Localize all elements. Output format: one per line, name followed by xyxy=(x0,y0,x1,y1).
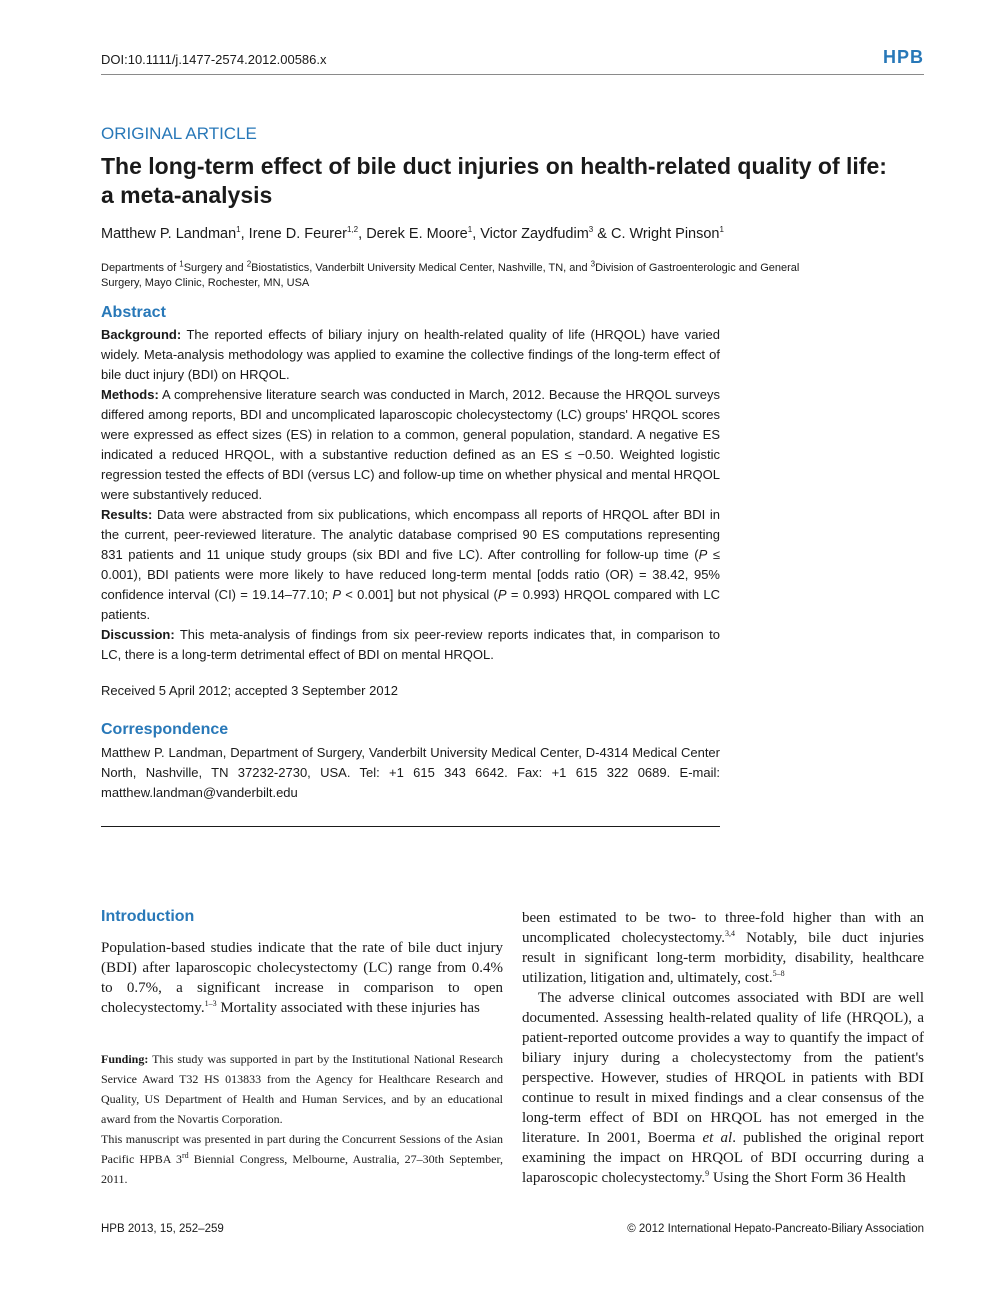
abstract-background xyxy=(101,325,720,385)
affiliation-text: Surgery and xyxy=(183,262,247,274)
section-text: = 0.993) HRQOL compared with LC patients. xyxy=(101,587,720,622)
abstract-heading: Abstract xyxy=(101,304,166,321)
author-affiliation-mark: 1 xyxy=(719,225,724,235)
abstract-methods xyxy=(101,385,720,505)
section-text: The reported effects of biliary injury on health-related quality of life (HRQOL) have varied widely. Meta-analysis methodology was applied to examine the collective findings of the long-term effect of bile duct injury (BDI) on HRQOL. xyxy=(101,327,720,382)
funding-paragraph xyxy=(101,1049,503,1129)
section-label: Background: xyxy=(101,327,182,342)
author-affiliation-mark: 1,2 xyxy=(347,225,359,235)
footer-citation: HPB 2013, 15, 252–259 xyxy=(101,1223,224,1235)
author-name: Victor Zaydfudim xyxy=(480,226,589,242)
affiliation-mark: 2 xyxy=(246,259,252,269)
citation-ref: 9 xyxy=(705,1169,710,1178)
correspondence-heading: Correspondence xyxy=(101,721,229,738)
affiliation-mark: 3 xyxy=(590,259,596,269)
correspondence-text: Matthew P. Landman, Department of Surgery, Vanderbilt University Medical Center, D-4314 Medical Center North, Nashville, TN 37232-2730, USA. Tel: +1 615 343 6642. Fax: +1 615 322 0689. E-mail: matthew.landman@vanderbilt.edu xyxy=(101,745,720,800)
article-title: The long-term effect of bile duct injuries on health-related quality of life: a meta-analysis xyxy=(101,153,887,208)
section-text: ≤ 0.001), BDI patients were more likely to have reduced long-term mental [odds ratio (OR) = 38.42, 95% confidence interval (CI) = 19.14–77.10; xyxy=(101,547,720,602)
affiliations xyxy=(101,261,831,291)
presentation-text: Biennial Congress, Melbourne, Australia, 27–30th September, 2011. xyxy=(101,1152,503,1186)
section-label: Discussion: xyxy=(101,627,175,642)
p-symbol: P xyxy=(698,547,708,562)
section-text: < 0.001] but not physical ( xyxy=(341,587,498,602)
p-symbol: P xyxy=(332,587,342,602)
affiliation-text: Departments of xyxy=(101,262,180,274)
section-text: This meta-analysis of findings from six peer-review reports indicates that, in comparison to LC, there is a long-term detrimental effect of BDI on mental HRQOL. xyxy=(101,627,720,662)
ordinal-suffix: rd xyxy=(181,1151,189,1160)
paragraph-text: The adverse clinical outcomes associated with BDI are well documented. Assessing health-related quality of life (HRQOL), a patient-reported outcome provides a way to quantify the impact of biliary injury during a cholecystectomy from the patient's perspective. However, studies of HRQOL in patients with BDI continue to result in mixed findings and a clear consensus of the long-term effect of BDI on HRQOL has not emerged in the literature. In 2001, Boerma xyxy=(522,990,924,1146)
affiliation-mark: 1 xyxy=(179,259,184,269)
intro-paragraph xyxy=(522,908,924,988)
article-type: ORIGINAL ARTICLE xyxy=(101,124,257,143)
presentation-text: This manuscript was presented in part during the Concurrent Sessions of the Asian Pacific HPBA 3 xyxy=(101,1132,503,1166)
presentation-note xyxy=(101,1129,503,1189)
received-dates: Received 5 April 2012; accepted 3 September 2012 xyxy=(101,683,399,698)
intro-paragraph xyxy=(522,988,924,1188)
citation-ref: 5–8 xyxy=(772,969,785,978)
doi-line: DOI:10.1111/j.1477-2574.2012.00586.x xyxy=(101,52,327,67)
author-name: Matthew P. Landman xyxy=(101,226,237,242)
section-divider xyxy=(101,826,720,827)
section-label: Methods: xyxy=(101,387,159,402)
author-affiliation-mark: 1 xyxy=(236,225,241,235)
author-separator: & xyxy=(593,226,611,242)
introduction-left-column xyxy=(101,938,503,1018)
paragraph-text: been estimated to be two- to three-fold higher than with an uncomplicated cholecystectomy. xyxy=(522,910,924,946)
abstract-results xyxy=(101,505,720,625)
author-name: C. Wright Pinson xyxy=(610,226,720,242)
author-affiliation-mark: 1 xyxy=(467,225,473,235)
footer-copyright: © 2012 International Hepato-Pancreato-Biliary Association xyxy=(627,1223,924,1235)
author-separator: , xyxy=(358,226,367,242)
p-symbol: P xyxy=(497,587,507,602)
author-name: Irene D. Feurer xyxy=(248,226,347,242)
journal-logo: HPB xyxy=(882,47,924,67)
author-separator: , xyxy=(240,226,249,242)
funding-label: Funding: xyxy=(101,1052,149,1066)
abstract-body xyxy=(101,325,720,665)
citation-ref: 1–3 xyxy=(204,999,217,1008)
author-affiliation-mark: 3 xyxy=(588,225,594,235)
affiliation-text: Biostatistics, Vanderbilt University Medical Center, Nashville, TN, and xyxy=(251,262,591,274)
author-separator: , xyxy=(472,226,481,242)
citation-ref: 3,4 xyxy=(725,929,736,938)
introduction-heading: Introduction xyxy=(101,908,195,925)
header-divider xyxy=(101,74,924,75)
intro-paragraph xyxy=(101,938,503,1018)
affiliation-text: Division of Gastroenterologic and General Surgery, Mayo Clinic, Rochester, MN, USA xyxy=(101,262,800,289)
et-al: et al xyxy=(702,1130,733,1146)
author-list xyxy=(101,226,724,242)
paragraph-text: Notably, bile duct injuries result in significant long-term morbidity, disability, healthcare utilization, litigation and, ultimately, cost. xyxy=(522,930,924,986)
paragraph-text: Using the Short Form 36 Health xyxy=(709,1170,906,1186)
introduction-right-column xyxy=(522,908,924,1188)
paragraph-text: Mortality associated with these injuries has xyxy=(216,1000,480,1016)
section-label: Results: xyxy=(101,507,153,522)
author-name: Derek E. Moore xyxy=(366,226,468,242)
funding-text: This study was supported in part by the Institutional National Research Service Award T32 HS 013833 from the Agency for Healthcare Research and Quality, US Department of Health and Human Services, and by an educational award from the Novartis Corporation. xyxy=(101,1052,503,1126)
section-text: A comprehensive literature search was conducted in March, 2012. Because the HRQOL surveys differed among reports, BDI and uncomplicated laparoscopic cholecystectomy (LC) groups' HRQOL scores were expressed as effect sizes (ES) in relation to a common, general population, standard. A negative ES indicated a reduced HRQOL, with a substantive reduction defined as an ES ≤ −0.50. Weighted logistic regression tested the effects of BDI (versus LC) and follow-up time on whether physical and mental HRQOL were substantively reduced. xyxy=(101,387,720,502)
paragraph-text: . published the original report examining the impact on HRQOL of BDI occurring during a laparoscopic cholecystectomy. xyxy=(522,1130,924,1186)
funding-note xyxy=(101,1049,503,1189)
abstract-discussion xyxy=(101,625,720,665)
paragraph-text: Population-based studies indicate that the rate of bile duct injury (BDI) after laparoscopic cholecystectomy (LC) range from 0.4% to 0.7%, a significant increase in comparison to open cholecystectomy. xyxy=(101,940,503,1016)
section-text: Data were abstracted from six publications, which encompass all reports of HRQOL after BDI in the current, peer-reviewed literature. The analytic database comprised 90 ES computations representing 831 patients and 11 unique study groups (six BDI and five LC). After controlling for follow-up time ( xyxy=(101,507,720,562)
